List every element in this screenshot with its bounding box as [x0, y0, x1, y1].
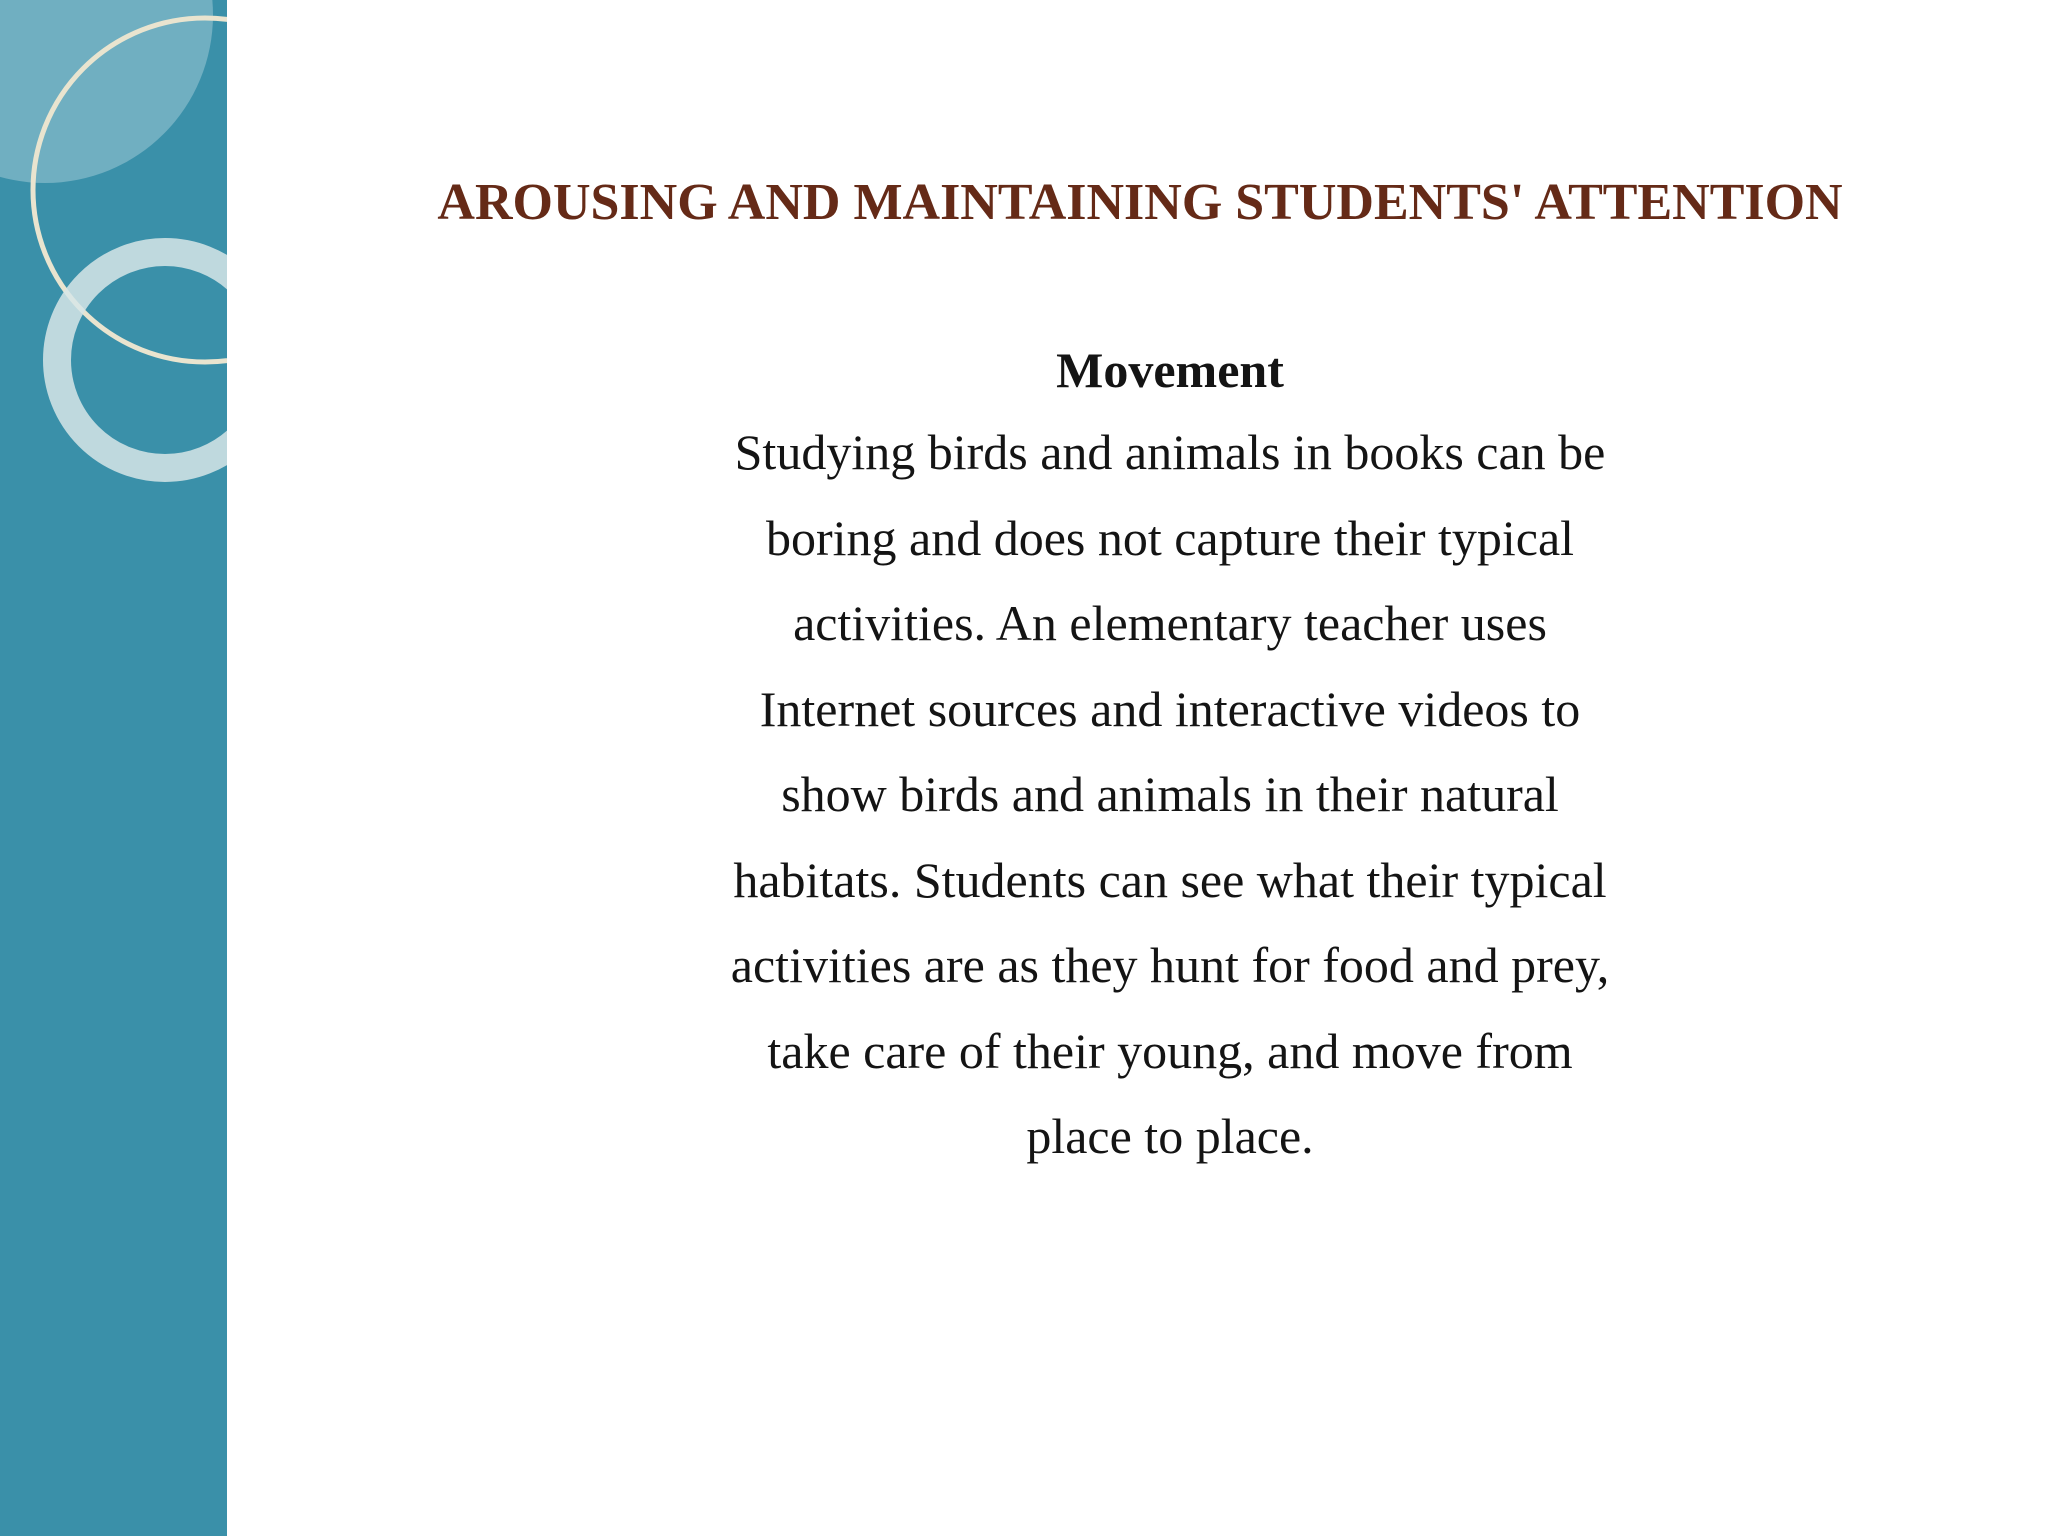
body-line: Studying birds and animals in books can be [734, 424, 1606, 480]
body-line: place to place. [1026, 1108, 1314, 1164]
body-line: activities. An elementary teacher uses [793, 595, 1547, 651]
body-line: Internet sources and interactive videos to [759, 680, 1581, 737]
decorative-side-band [0, 0, 227, 1536]
body-line: habitats. Students can see what their typical [733, 851, 1607, 908]
body-line: show birds and animals in their natural [781, 766, 1559, 822]
slide-title: AROUSING AND MAINTAINING STUDENTS' ATTENTION [437, 174, 1843, 231]
section-subheading: Movement [1056, 342, 1284, 398]
slide-content [640, 330, 1700, 1180]
decorative-rings-graphic [0, 0, 227, 520]
body-line: boring and does not capture their typical [765, 509, 1575, 566]
body-paragraph [640, 410, 1700, 1180]
body-line: activities are as they hunt for food and prey, [730, 937, 1610, 993]
body-line: take care of their young, and move from [767, 1022, 1573, 1079]
